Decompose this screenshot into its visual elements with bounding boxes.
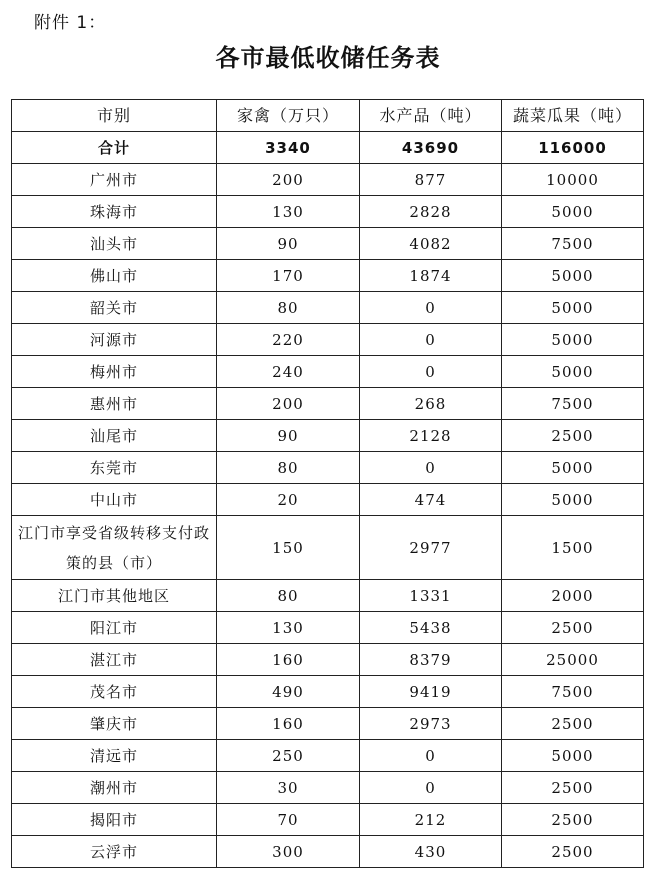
table-row: [12, 260, 644, 292]
cell-city: 阳江市: [12, 612, 217, 644]
cell-aquatic: 2977: [360, 516, 502, 580]
cell-city: 河源市: [12, 324, 217, 356]
cell-aquatic: 0: [360, 292, 502, 324]
cell-aquatic: 474: [360, 484, 502, 516]
header-vegetables: 蔬菜瓜果（吨）: [502, 100, 644, 132]
cell-poultry: 490: [217, 676, 360, 708]
cell-vegetables: 2500: [502, 804, 644, 836]
cell-aquatic: 268: [360, 388, 502, 420]
table-row: [12, 612, 644, 644]
cell-city: 肇庆市: [12, 708, 217, 740]
table-header-row: [12, 100, 644, 132]
cell-city: 清远市: [12, 740, 217, 772]
table-row: [12, 516, 644, 580]
cell-vegetables: 5000: [502, 740, 644, 772]
table-row: [12, 452, 644, 484]
total-vegetables: 116000: [502, 132, 644, 164]
table-row: [12, 388, 644, 420]
cell-aquatic: 2128: [360, 420, 502, 452]
cell-aquatic: 8379: [360, 644, 502, 676]
table-row: [12, 196, 644, 228]
cell-vegetables: 2500: [502, 612, 644, 644]
cell-poultry: 80: [217, 292, 360, 324]
cell-vegetables: 1500: [502, 516, 644, 580]
task-table: [11, 99, 644, 868]
cell-poultry: 70: [217, 804, 360, 836]
cell-city: 佛山市: [12, 260, 217, 292]
cell-aquatic: 430: [360, 836, 502, 868]
cell-city: 东莞市: [12, 452, 217, 484]
total-poultry: 3340: [217, 132, 360, 164]
header-city: 市别: [12, 100, 217, 132]
cell-aquatic: 9419: [360, 676, 502, 708]
cell-poultry: 30: [217, 772, 360, 804]
cell-vegetables: 10000: [502, 164, 644, 196]
cell-aquatic: 5438: [360, 612, 502, 644]
page-title: 各市最低收储任务表: [215, 43, 441, 72]
cell-poultry: 240: [217, 356, 360, 388]
cell-city: 湛江市: [12, 644, 217, 676]
attachment-label: 附件 1：: [34, 13, 107, 33]
total-aquatic: 43690: [360, 132, 502, 164]
cell-poultry: 300: [217, 836, 360, 868]
cell-vegetables: 5000: [502, 324, 644, 356]
table-row: [12, 772, 644, 804]
cell-vegetables: 2500: [502, 420, 644, 452]
cell-poultry: 80: [217, 580, 360, 612]
cell-poultry: 170: [217, 260, 360, 292]
cell-city: 江门市享受省级转移支付政策的县（市）: [12, 516, 217, 580]
table-row: [12, 644, 644, 676]
table-row: [12, 708, 644, 740]
cell-city: 广州市: [12, 164, 217, 196]
cell-city: 江门市其他地区: [12, 580, 217, 612]
cell-aquatic: 4082: [360, 228, 502, 260]
cell-poultry: 160: [217, 644, 360, 676]
cell-poultry: 150: [217, 516, 360, 580]
table-row: [12, 676, 644, 708]
table-row: [12, 484, 644, 516]
cell-poultry: 90: [217, 420, 360, 452]
cell-vegetables: 7500: [502, 228, 644, 260]
cell-vegetables: 2000: [502, 580, 644, 612]
table-row: [12, 292, 644, 324]
table-row: [12, 228, 644, 260]
total-label: 合计: [12, 132, 217, 164]
header-poultry: 家禽（万只）: [217, 100, 360, 132]
cell-vegetables: 2500: [502, 772, 644, 804]
cell-aquatic: 0: [360, 772, 502, 804]
cell-vegetables: 7500: [502, 388, 644, 420]
cell-city: 惠州市: [12, 388, 217, 420]
table-row: [12, 804, 644, 836]
cell-aquatic: 1874: [360, 260, 502, 292]
table-row: [12, 420, 644, 452]
cell-poultry: 250: [217, 740, 360, 772]
cell-city: 韶关市: [12, 292, 217, 324]
cell-aquatic: 0: [360, 740, 502, 772]
cell-city: 揭阳市: [12, 804, 217, 836]
table-row: [12, 356, 644, 388]
cell-city: 潮州市: [12, 772, 217, 804]
cell-poultry: 130: [217, 612, 360, 644]
table-row: [12, 836, 644, 868]
cell-city: 汕头市: [12, 228, 217, 260]
cell-aquatic: 212: [360, 804, 502, 836]
cell-city: 茂名市: [12, 676, 217, 708]
table-row: [12, 740, 644, 772]
cell-vegetables: 5000: [502, 452, 644, 484]
table-row: [12, 580, 644, 612]
cell-poultry: 20: [217, 484, 360, 516]
cell-vegetables: 5000: [502, 484, 644, 516]
cell-city: 珠海市: [12, 196, 217, 228]
cell-vegetables: 5000: [502, 356, 644, 388]
cell-aquatic: 1331: [360, 580, 502, 612]
cell-poultry: 200: [217, 388, 360, 420]
cell-poultry: 90: [217, 228, 360, 260]
cell-poultry: 220: [217, 324, 360, 356]
cell-vegetables: 5000: [502, 260, 644, 292]
cell-aquatic: 877: [360, 164, 502, 196]
cell-vegetables: 7500: [502, 676, 644, 708]
cell-poultry: 130: [217, 196, 360, 228]
cell-city: 汕尾市: [12, 420, 217, 452]
table-row: [12, 324, 644, 356]
table-row: [12, 164, 644, 196]
cell-city: 中山市: [12, 484, 217, 516]
cell-poultry: 200: [217, 164, 360, 196]
table-body: [12, 164, 644, 868]
cell-vegetables: 2500: [502, 708, 644, 740]
cell-vegetables: 2500: [502, 836, 644, 868]
cell-aquatic: 0: [360, 452, 502, 484]
header-aquatic: 水产品（吨）: [360, 100, 502, 132]
cell-aquatic: 0: [360, 356, 502, 388]
cell-city: 梅州市: [12, 356, 217, 388]
cell-aquatic: 2973: [360, 708, 502, 740]
total-row: [12, 132, 644, 164]
cell-aquatic: 2828: [360, 196, 502, 228]
cell-vegetables: 5000: [502, 292, 644, 324]
cell-vegetables: 25000: [502, 644, 644, 676]
cell-city: 云浮市: [12, 836, 217, 868]
cell-vegetables: 5000: [502, 196, 644, 228]
cell-poultry: 160: [217, 708, 360, 740]
cell-poultry: 80: [217, 452, 360, 484]
cell-aquatic: 0: [360, 324, 502, 356]
